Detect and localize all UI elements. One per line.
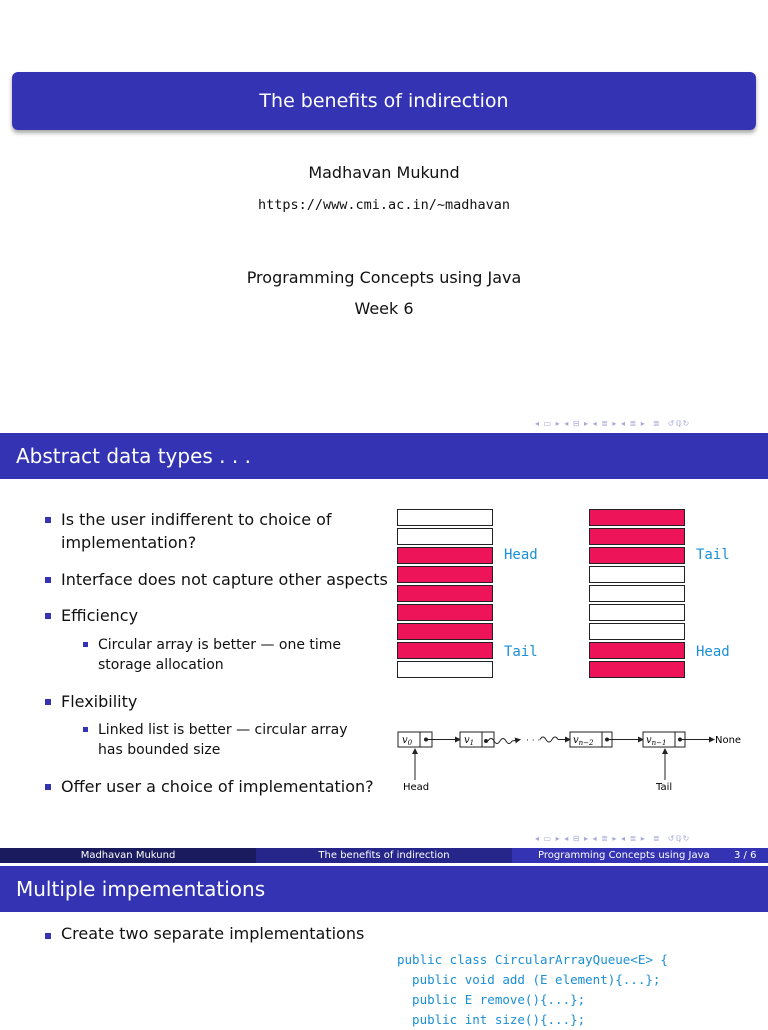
array-cell-filled: [397, 604, 493, 621]
svg-text:v1: $v_1$: [464, 735, 475, 747]
array-cell: [589, 566, 685, 583]
subbullet-marker: [83, 727, 88, 732]
list-node: [398, 732, 432, 747]
array-cell-filled: [589, 528, 685, 545]
array-cell: [589, 604, 685, 621]
array-cell-filled: [589, 509, 685, 526]
bullet-marker: [45, 613, 51, 619]
subbullet-text: storage allocation: [98, 657, 224, 673]
frame-header-abstract: [0, 433, 768, 479]
svg-text:· · ·: · · ·: [526, 736, 541, 746]
author-name: Madhavan Mukund: [308, 163, 460, 182]
bullet-marker: [45, 517, 51, 523]
footer-course: Programming Concepts using Java: [538, 850, 710, 861]
head-label: Head: [504, 547, 538, 563]
frame-title: Abstract data types . . .: [16, 444, 251, 468]
slide-title-banner: [12, 72, 756, 130]
bullet-marker: [45, 933, 51, 939]
array-cell-filled: [397, 642, 493, 659]
subbullet-text: Circular array is better — one time: [98, 637, 342, 653]
beamer-nav-icons[interactable]: ◂ ▭ ▸ ◂ ⊟ ▸ ◂ ≣ ▸ ◂ ≣ ▸ ≣ ↺ℚ↻: [535, 834, 691, 843]
footer-author: Madhavan Mukund: [0, 848, 256, 863]
tail-label: Tail: [696, 547, 730, 563]
author-url[interactable]: https://www.cmi.ac.in/~madhavan: [258, 197, 510, 213]
footer-page-number: 3 / 6: [734, 850, 757, 861]
svg-text:v0: $v_0$: [402, 735, 413, 747]
svg-text:vn−1: $v_{n-1}$: [646, 735, 667, 747]
bullet-marker: [45, 577, 51, 583]
bullet-marker: [45, 699, 51, 705]
footer-course-cell: [512, 848, 768, 863]
subbullet-text: Linked list is better — circular array: [98, 722, 348, 738]
array-cell: [589, 585, 685, 602]
svg-text:vn−2: $v_{n-2}$: [573, 735, 594, 747]
bullet-text: Interface does not capture other aspects: [61, 570, 388, 589]
frame-header-multiple: [0, 866, 768, 912]
bullet-text: Efficiency: [61, 606, 139, 625]
code-line: public void add (E element){...};: [397, 972, 661, 987]
bullet-text: Flexibility: [61, 692, 138, 711]
array-cell: [397, 509, 493, 526]
linked-list-diagram: [390, 722, 760, 797]
none-label: None: [715, 735, 742, 746]
list-node: [643, 732, 685, 747]
list-node: [570, 732, 612, 747]
bullet-text: Offer user a choice of implementation?: [61, 777, 374, 796]
array-cell: [397, 528, 493, 545]
bullet-marker: [45, 784, 51, 790]
slide-footer: [0, 848, 768, 863]
list-tail-label: Tail: [656, 782, 673, 793]
array-cell-filled: [397, 585, 493, 602]
array-cell-filled: [589, 661, 685, 678]
head-label: Head: [696, 644, 730, 660]
array-cell-filled: [589, 547, 685, 564]
footer-title: The benefits of indirection: [256, 848, 512, 863]
beamer-nav-icons[interactable]: ◂ ▭ ▸ ◂ ⊟ ▸ ◂ ≣ ▸ ◂ ≣ ▸ ≣ ↺ℚ↻: [535, 419, 691, 428]
bullet-text: Is the user indifferent to choice of: [61, 510, 332, 529]
array-cell-filled: [397, 623, 493, 640]
code-line: public class CircularArrayQueue<E> {: [397, 952, 668, 967]
bullet-text: implementation?: [61, 533, 197, 552]
frame-title: Multiple impementations: [16, 877, 266, 901]
array-cell-filled: [589, 642, 685, 659]
array-cell: [397, 661, 493, 678]
course-title: Programming Concepts using Java: [246, 268, 522, 287]
code-line: public int size(){...};: [397, 1012, 586, 1027]
subbullet-marker: [83, 642, 88, 647]
code-block: [397, 950, 668, 1030]
bullet-text: Create two separate implementations: [61, 924, 365, 943]
subbullet-text: has bounded size: [98, 742, 221, 758]
week-label: Week 6: [354, 299, 414, 318]
array-cell-filled: [397, 547, 493, 564]
array-cell-filled: [397, 566, 493, 583]
code-line: public E remove(){...};: [397, 992, 586, 1007]
slide-title: The benefits of indirection: [259, 90, 509, 112]
list-head-label: Head: [403, 782, 430, 793]
tail-label: Tail: [504, 644, 538, 660]
array-cell: [589, 623, 685, 640]
